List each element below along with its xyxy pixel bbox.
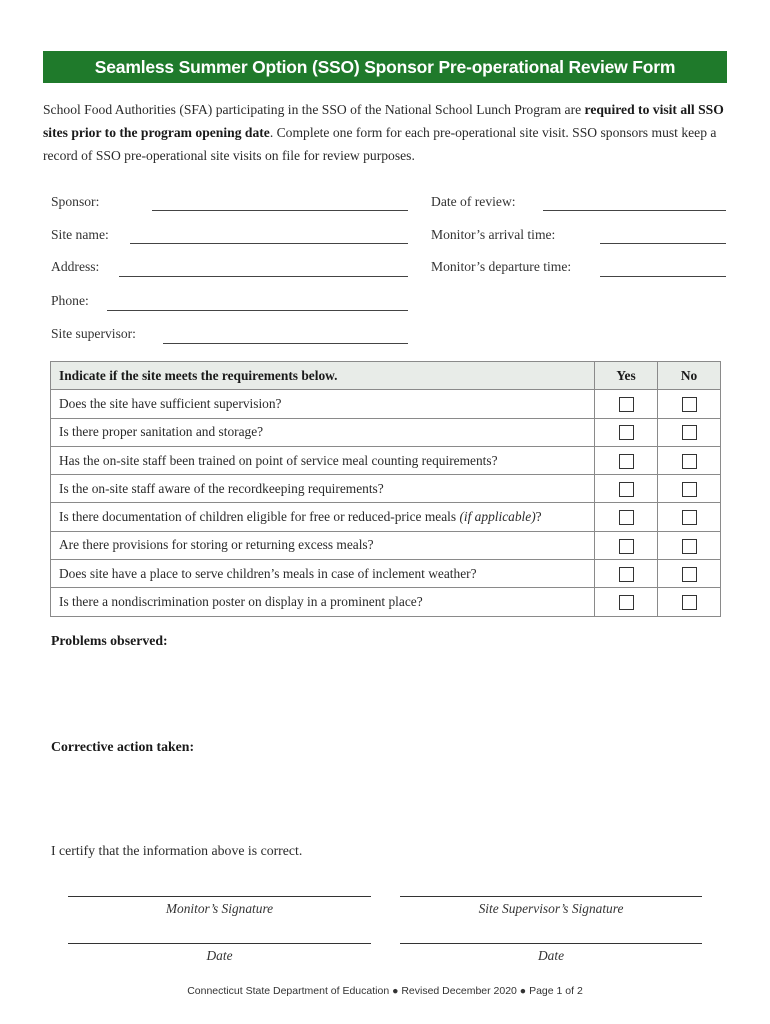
requirement-text: Has the on-site staff been trained on point of service meal counting requirements? (51, 446, 595, 474)
supervisor-date-line[interactable] (400, 943, 702, 944)
table-row (51, 418, 721, 446)
site-name-field[interactable] (130, 243, 408, 244)
table-header-row (51, 362, 721, 390)
supervisor-signature-line[interactable] (400, 896, 702, 897)
requirement-text: Does the site have sufficient supervision? (51, 390, 595, 418)
date-of-review-field[interactable] (543, 210, 726, 211)
yes-checkbox[interactable] (619, 482, 634, 497)
table-row (51, 560, 721, 588)
no-checkbox[interactable] (682, 539, 697, 554)
phone-field[interactable] (107, 310, 408, 311)
intro-text-2: . Complete one form for each pre-operational site visit. SSO sponsors must keep a record of SSO pre-operational site visits on file for review purposes. (43, 125, 717, 163)
no-checkbox[interactable] (682, 454, 697, 469)
requirement-text-applicable (51, 503, 595, 531)
sponsor-field[interactable] (152, 210, 408, 211)
table-header-requirement: Indicate if the site meets the requirements below. (51, 362, 595, 390)
table-header-no: No (658, 362, 721, 390)
page-footer: Connecticut State Department of Education ● Revised December 2020 ● Page 1 of 2 (187, 985, 583, 997)
sponsor-label: Sponsor: (51, 194, 100, 209)
address-label: Address: (51, 259, 100, 274)
requirement-text: Is there proper sanitation and storage? (51, 418, 595, 446)
table-header-yes: Yes (595, 362, 658, 390)
no-checkbox[interactable] (682, 482, 697, 497)
site-name-label: Site name: (51, 227, 109, 242)
table-row (51, 588, 721, 616)
monitor-date-caption: Date (206, 948, 233, 963)
no-checkbox[interactable] (682, 510, 697, 525)
problems-observed-heading: Problems observed: (51, 633, 168, 648)
date-of-review-label: Date of review: (431, 194, 516, 209)
table-row (51, 531, 721, 559)
yes-checkbox[interactable] (619, 425, 634, 440)
certification-statement: I certify that the information above is correct. (51, 843, 303, 858)
supervisor-signature-caption: Site Supervisor’s Signature (478, 901, 624, 916)
yes-checkbox[interactable] (619, 510, 634, 525)
no-checkbox[interactable] (682, 595, 697, 610)
arrival-time-label: Monitor’s arrival time: (431, 227, 556, 242)
table-row (51, 446, 721, 474)
monitor-signature-line[interactable] (68, 896, 371, 897)
supervisor-date-caption: Date (537, 948, 565, 963)
no-checkbox[interactable] (682, 425, 697, 440)
departure-time-field[interactable] (600, 276, 726, 277)
requirement-text: Are there provisions for storing or returning excess meals? (51, 531, 595, 559)
table-row (51, 503, 721, 531)
if-applicable-note: (if applicable) (459, 509, 536, 525)
yes-checkbox[interactable] (619, 595, 634, 610)
address-field[interactable] (119, 276, 408, 277)
monitor-signature-caption: Monitor’s Signature (165, 901, 274, 916)
question-mark: ? (535, 509, 542, 525)
yes-checkbox[interactable] (619, 397, 634, 412)
intro-text-1: School Food Authorities (SFA) participating in the SSO of the National School Lunch Program are (43, 102, 585, 117)
table-row (51, 475, 721, 503)
form-title: Seamless Summer Option (SSO) Sponsor Pre-operational Review Form (43, 51, 727, 83)
no-checkbox[interactable] (682, 567, 697, 582)
corrective-action-heading: Corrective action taken: (51, 739, 195, 754)
requirements-table (50, 361, 721, 617)
monitor-date-line[interactable] (68, 943, 371, 944)
table-row (51, 390, 721, 418)
yes-checkbox[interactable] (619, 539, 634, 554)
intro-paragraph (43, 98, 733, 167)
phone-label: Phone: (51, 293, 89, 308)
no-checkbox[interactable] (682, 397, 697, 412)
intro-bold-text: required to visit all SSO sites prior to the program opening date (43, 102, 724, 140)
site-supervisor-field[interactable] (163, 343, 408, 344)
requirement-text: Is the on-site staff aware of the recordkeeping requirements? (51, 475, 595, 503)
departure-time-label: Monitor’s departure time: (431, 259, 572, 274)
yes-checkbox[interactable] (619, 454, 634, 469)
requirement-text: Does site have a place to serve children’s meals in case of inclement weather? (51, 560, 595, 588)
requirement-text: Is there a nondiscrimination poster on display in a prominent place? (51, 588, 595, 616)
arrival-time-field[interactable] (600, 243, 726, 244)
site-supervisor-label: Site supervisor: (51, 326, 136, 341)
requirement-text: Is there documentation of children eligible for free or reduced-price meals (59, 509, 457, 525)
yes-checkbox[interactable] (619, 567, 634, 582)
